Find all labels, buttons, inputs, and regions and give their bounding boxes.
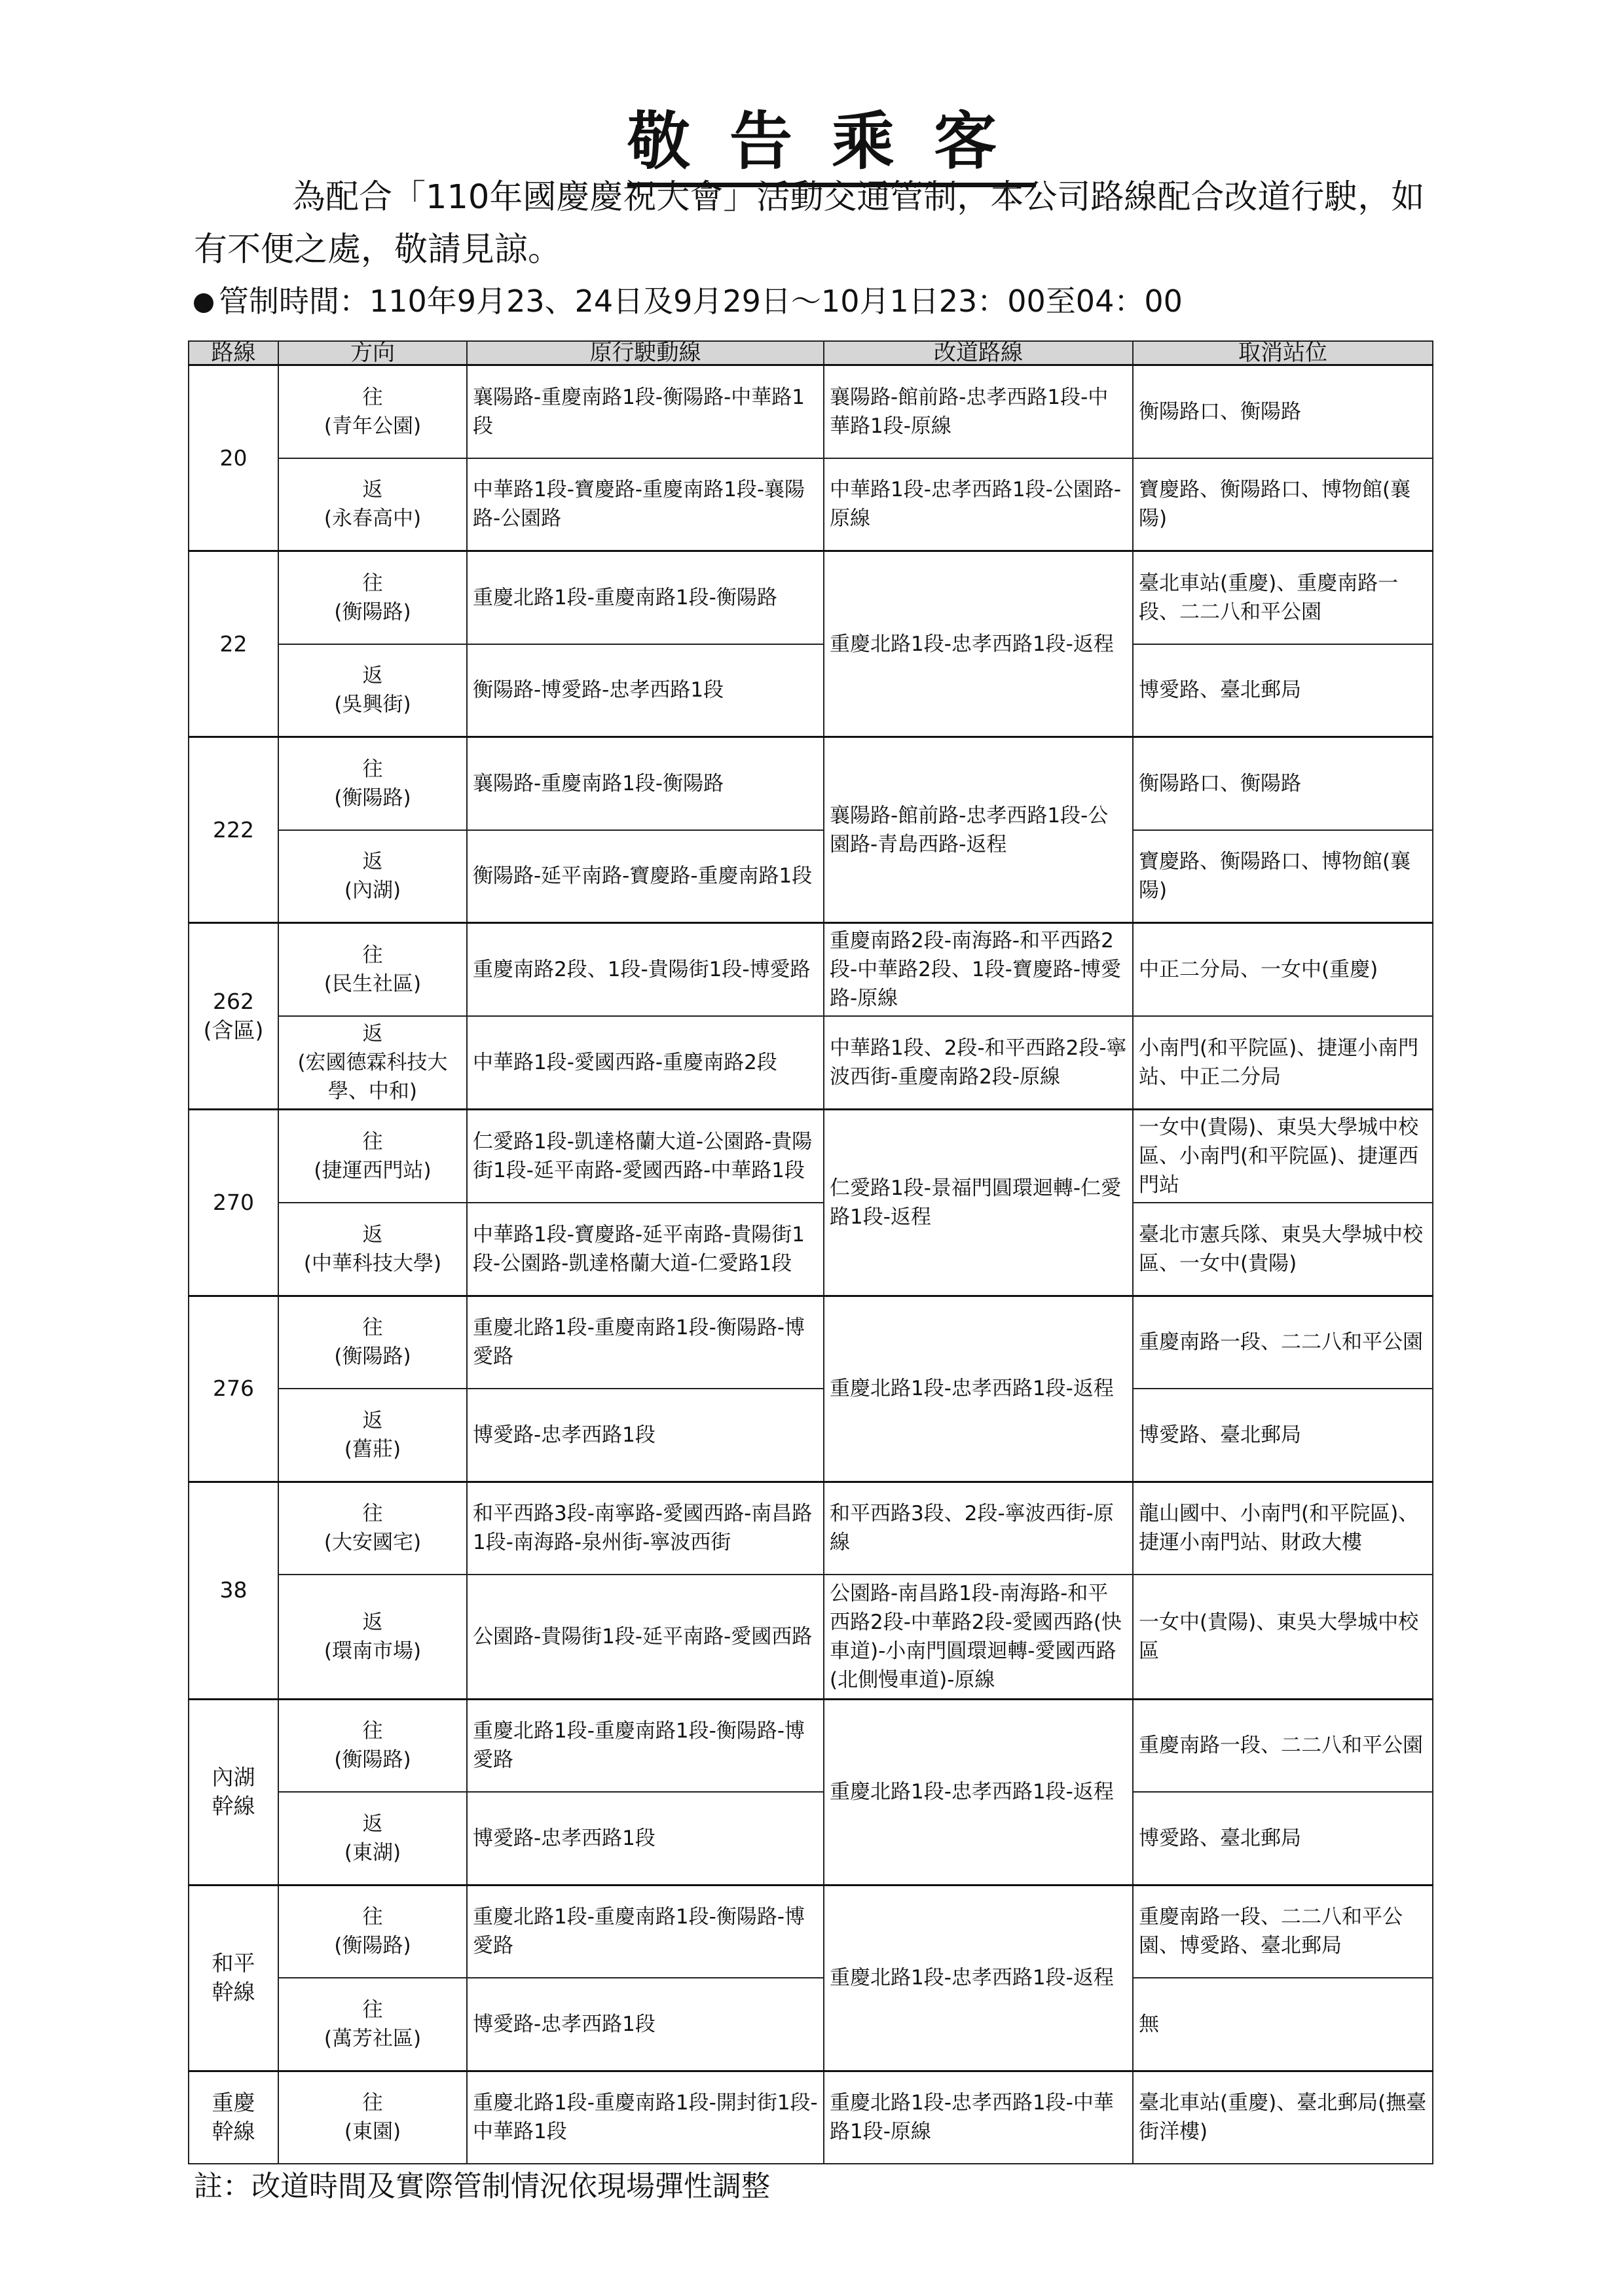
detour-route-cell: 襄陽路-館前路-忠孝西路1段-公園路-青島西路-返程 xyxy=(824,737,1133,923)
detour-route-cell: 公園路-南昌路1段-南海路-和平西路2段-中華路2段-愛國西路(快車道)-小南門圓環迴轉-愛國西路(北側慢車道)-原線 xyxy=(824,1575,1133,1699)
table-row xyxy=(189,1389,1433,1482)
cancelled-stops-cell: 重慶南路一段、二二八和平公園 xyxy=(1133,1699,1433,1792)
direction-destination: (捷運西門站) xyxy=(314,1159,432,1182)
route-suffix: 幹線 xyxy=(212,1979,255,2005)
table-row xyxy=(189,2071,1433,2164)
original-route-cell: 博愛路-忠孝西路1段 xyxy=(467,1978,824,2071)
direction-cell xyxy=(278,830,467,923)
cancelled-stops-cell: 衡陽路口、衡陽路 xyxy=(1133,365,1433,458)
table-row xyxy=(189,1296,1433,1389)
direction-label: 返 xyxy=(362,1408,383,1432)
direction-cell xyxy=(278,1978,467,2071)
direction-label: 往 xyxy=(362,571,383,595)
direction-cell xyxy=(278,458,467,551)
direction-destination: (萬芳社區) xyxy=(323,2026,422,2050)
detour-table xyxy=(188,340,1433,2164)
footnote: 註：改道時間及實際管制情況依現場彈性調整 xyxy=(194,2170,770,2203)
route-cell xyxy=(189,551,278,737)
direction-destination: (永春高中) xyxy=(323,507,422,531)
original-route-cell: 重慶北路1段-重慶南路1段-衡陽路-博愛路 xyxy=(467,1699,824,1792)
direction-destination: (大安國宅) xyxy=(323,1531,422,1555)
direction-cell xyxy=(278,737,467,830)
original-route-cell: 衡陽路-延平南路-寶慶路-重慶南路1段 xyxy=(467,830,824,923)
detour-route-cell: 和平西路3段、2段-寧波西街-原線 xyxy=(824,1482,1133,1575)
original-route-cell: 仁愛路1段-凱達格蘭大道-公園路-貴陽街1段-延平南路-愛國西路-中華路1段 xyxy=(467,1110,824,1203)
direction-label: 返 xyxy=(362,1222,383,1247)
route-number: 內湖 xyxy=(212,1764,255,1790)
cancelled-stops-cell: 重慶南路一段、二二八和平公園、博愛路、臺北郵局 xyxy=(1133,1885,1433,1978)
detour-route-cell: 重慶北路1段-忠孝西路1段-返程 xyxy=(824,1296,1133,1482)
detour-route-cell: 重慶南路2段-南海路-和平西路2段-中華路2段、1段-寶慶路-博愛路-原線 xyxy=(824,923,1133,1017)
direction-cell xyxy=(278,1110,467,1203)
original-route-cell: 中華路1段-愛國西路-重慶南路2段 xyxy=(467,1016,824,1110)
direction-destination: (青年公園) xyxy=(323,414,422,438)
direction-destination: (宏國德霖科技大學、中和) xyxy=(297,1051,448,1103)
direction-destination: (中華科技大學) xyxy=(303,1251,442,1275)
table-row xyxy=(189,644,1433,737)
direction-destination: (舊莊) xyxy=(344,1437,401,1461)
original-route-cell: 博愛路-忠孝西路1段 xyxy=(467,1792,824,1885)
route-number: 和平 xyxy=(212,1950,255,1976)
direction-cell xyxy=(278,551,467,644)
direction-label: 往 xyxy=(362,1502,383,1526)
header-original-route: 原行駛動線 xyxy=(467,341,824,365)
direction-cell xyxy=(278,1389,467,1482)
table-row xyxy=(189,1482,1433,1575)
detour-route-cell: 襄陽路-館前路-忠孝西路1段-中華路1段-原線 xyxy=(824,365,1133,458)
original-route-cell: 公園路-貴陽街1段-延平南路-愛國西路 xyxy=(467,1575,824,1699)
cancelled-stops-cell: 博愛路、臺北郵局 xyxy=(1133,1792,1433,1885)
route-number: 22 xyxy=(219,630,248,657)
direction-cell xyxy=(278,1016,467,1110)
original-route-cell: 重慶北路1段-重慶南路1段-衡陽路-博愛路 xyxy=(467,1885,824,1978)
direction-destination: (衡陽路) xyxy=(334,1345,411,1369)
cancelled-stops-cell: 一女中(貴陽)、東吳大學城中校區 xyxy=(1133,1575,1433,1699)
direction-cell xyxy=(278,644,467,737)
cancelled-stops-cell: 衡陽路口、衡陽路 xyxy=(1133,737,1433,830)
cancelled-stops-cell: 臺北車站(重慶)、重慶南路一段、二二八和平公園 xyxy=(1133,551,1433,644)
table-body xyxy=(189,365,1433,2164)
detour-route-cell: 仁愛路1段-景福門圓環迴轉-仁愛路1段-返程 xyxy=(824,1110,1133,1296)
direction-label: 往 xyxy=(362,757,383,781)
cancelled-stops-cell: 臺北車站(重慶)、臺北郵局(撫臺街洋樓) xyxy=(1133,2071,1433,2164)
route-cell xyxy=(189,737,278,923)
direction-label: 返 xyxy=(362,1812,383,1836)
route-cell xyxy=(189,1885,278,2071)
route-number: 38 xyxy=(219,1577,248,1603)
route-number: 20 xyxy=(219,445,248,471)
detour-route-cell: 中華路1段、2段-和平西路2段-寧波西街-重慶南路2段-原線 xyxy=(824,1016,1133,1110)
direction-label: 往 xyxy=(362,943,383,967)
table-row xyxy=(189,1792,1433,1885)
direction-destination: (衡陽路) xyxy=(334,600,411,624)
direction-label: 返 xyxy=(362,1610,383,1634)
route-suffix: (含區) xyxy=(203,1017,264,1043)
table-row xyxy=(189,1978,1433,2071)
route-cell xyxy=(189,1699,278,1885)
direction-cell xyxy=(278,365,467,458)
direction-label: 往 xyxy=(362,1130,383,1154)
direction-cell xyxy=(278,923,467,1017)
header-direction: 方向 xyxy=(278,341,467,365)
route-number: 276 xyxy=(213,1376,254,1401)
table-row xyxy=(189,1016,1433,1110)
direction-destination: (民生社區) xyxy=(323,972,422,996)
intro-paragraph: 為配合「110年國慶慶祝大會」活動交通管制，本公司路線配合改道行駛，如有不便之處，敬請見諒。 xyxy=(194,178,1425,269)
cancelled-stops-cell: 寶慶路、衡陽路口、博物館(襄陽) xyxy=(1133,458,1433,551)
table-row xyxy=(189,830,1433,923)
direction-label: 返 xyxy=(362,1022,383,1046)
route-cell xyxy=(189,1482,278,1699)
direction-cell xyxy=(278,1575,467,1699)
detour-route-cell: 中華路1段-忠孝西路1段-公園路-原線 xyxy=(824,458,1133,551)
direction-destination: (吳興街) xyxy=(334,693,411,717)
route-suffix: 幹線 xyxy=(212,2119,255,2145)
table-row xyxy=(189,1575,1433,1699)
direction-cell xyxy=(278,1203,467,1296)
table-header-row xyxy=(189,341,1433,365)
direction-destination: (內湖) xyxy=(344,879,401,903)
original-route-cell: 博愛路-忠孝西路1段 xyxy=(467,1389,824,1482)
detour-route-cell: 重慶北路1段-忠孝西路1段-返程 xyxy=(824,551,1133,737)
title-text: 敬告乘客 xyxy=(627,92,1036,187)
original-route-cell: 重慶北路1段-重慶南路1段-開封街1段-中華路1段 xyxy=(467,2071,824,2164)
original-route-cell: 襄陽路-重慶南路1段-衡陽路-中華路1段 xyxy=(467,365,824,458)
direction-cell xyxy=(278,2071,467,2164)
direction-label: 返 xyxy=(362,664,383,688)
detour-route-cell: 重慶北路1段-忠孝西路1段-返程 xyxy=(824,1699,1133,1885)
header-route: 路線 xyxy=(189,341,278,365)
cancelled-stops-cell: 寶慶路、衡陽路口、博物館(襄陽) xyxy=(1133,830,1433,923)
original-route-cell: 和平西路3段-南寧路-愛國西路-南昌路1段-南海路-泉州街-寧波西街 xyxy=(467,1482,824,1575)
cancelled-stops-cell: 中正二分局、一女中(重慶) xyxy=(1133,923,1433,1017)
table-row xyxy=(189,1110,1433,1203)
table-row xyxy=(189,737,1433,830)
direction-destination: (東湖) xyxy=(344,1840,401,1865)
header-detour-route: 改道路線 xyxy=(824,341,1133,365)
table-row xyxy=(189,551,1433,644)
table-row xyxy=(189,1203,1433,1296)
direction-destination: (環南市場) xyxy=(323,1639,422,1663)
table-row xyxy=(189,458,1433,551)
route-number: 262 xyxy=(213,989,254,1014)
route-suffix: 幹線 xyxy=(212,1793,255,1819)
original-route-cell: 重慶北路1段-重慶南路1段-衡陽路 xyxy=(467,551,824,644)
table-row xyxy=(189,923,1433,1017)
original-route-cell: 中華路1段-寶慶路-延平南路-貴陽街1段-公園路-凱達格蘭大道-仁愛路1段 xyxy=(467,1203,824,1296)
direction-destination: (衡陽路) xyxy=(334,786,411,810)
route-cell xyxy=(189,1110,278,1296)
original-route-cell: 襄陽路-重慶南路1段-衡陽路 xyxy=(467,737,824,830)
direction-destination: (東園) xyxy=(344,2120,401,2144)
route-cell xyxy=(189,2071,278,2164)
direction-label: 往 xyxy=(362,385,383,409)
direction-destination: (衡陽路) xyxy=(334,1748,411,1772)
cancelled-stops-cell: 博愛路、臺北郵局 xyxy=(1133,644,1433,737)
route-cell xyxy=(189,1296,278,1482)
direction-label: 返 xyxy=(362,478,383,502)
direction-label: 往 xyxy=(362,1719,383,1743)
schedule-line xyxy=(194,280,1183,322)
direction-label: 往 xyxy=(362,2091,383,2115)
cancelled-stops-cell: 重慶南路一段、二二八和平公園 xyxy=(1133,1296,1433,1389)
route-number: 270 xyxy=(213,1189,254,1215)
direction-label: 返 xyxy=(362,850,383,874)
bullet-icon xyxy=(194,293,213,313)
route-number: 222 xyxy=(213,816,254,843)
table-row xyxy=(189,1885,1433,1978)
route-cell xyxy=(189,365,278,551)
original-route-cell: 重慶北路1段-重慶南路1段-衡陽路-博愛路 xyxy=(467,1296,824,1389)
detour-route-cell: 重慶北路1段-忠孝西路1段-中華路1段-原線 xyxy=(824,2071,1133,2164)
direction-cell xyxy=(278,1296,467,1389)
original-route-cell: 衡陽路-博愛路-忠孝西路1段 xyxy=(467,644,824,737)
direction-label: 往 xyxy=(362,1316,383,1340)
cancelled-stops-cell: 博愛路、臺北郵局 xyxy=(1133,1389,1433,1482)
direction-cell xyxy=(278,1792,467,1885)
cancelled-stops-cell: 無 xyxy=(1133,1978,1433,2071)
original-route-cell: 重慶南路2段、1段-貴陽街1段-博愛路 xyxy=(467,923,824,1017)
direction-destination: (衡陽路) xyxy=(334,1934,411,1958)
detour-route-cell: 重慶北路1段-忠孝西路1段-返程 xyxy=(824,1885,1133,2071)
schedule-text: 管制時間：110年9月23、24日及9月29日～10月1日23：00至04：00 xyxy=(219,283,1183,319)
direction-label: 往 xyxy=(362,1905,383,1929)
cancelled-stops-cell: 小南門(和平院區)、捷運小南門站、中正二分局 xyxy=(1133,1016,1433,1110)
route-cell xyxy=(189,923,278,1110)
direction-cell xyxy=(278,1699,467,1792)
table-row xyxy=(189,365,1433,458)
direction-cell xyxy=(278,1482,467,1575)
route-number: 重慶 xyxy=(212,2090,255,2116)
table-row xyxy=(189,1699,1433,1792)
cancelled-stops-cell: 龍山國中、小南門(和平院區)、捷運小南門站、財政大樓 xyxy=(1133,1482,1433,1575)
cancelled-stops-cell: 一女中(貴陽)、東吳大學城中校區、小南門(和平院區)、捷運西門站 xyxy=(1133,1110,1433,1203)
header-cancelled-stops: 取消站位 xyxy=(1133,341,1433,365)
direction-cell xyxy=(278,1885,467,1978)
original-route-cell: 中華路1段-寶慶路-重慶南路1段-襄陽路-公園路 xyxy=(467,458,824,551)
cancelled-stops-cell: 臺北市憲兵隊、東吳大學城中校區、一女中(貴陽) xyxy=(1133,1203,1433,1296)
direction-label: 往 xyxy=(362,1997,383,2022)
